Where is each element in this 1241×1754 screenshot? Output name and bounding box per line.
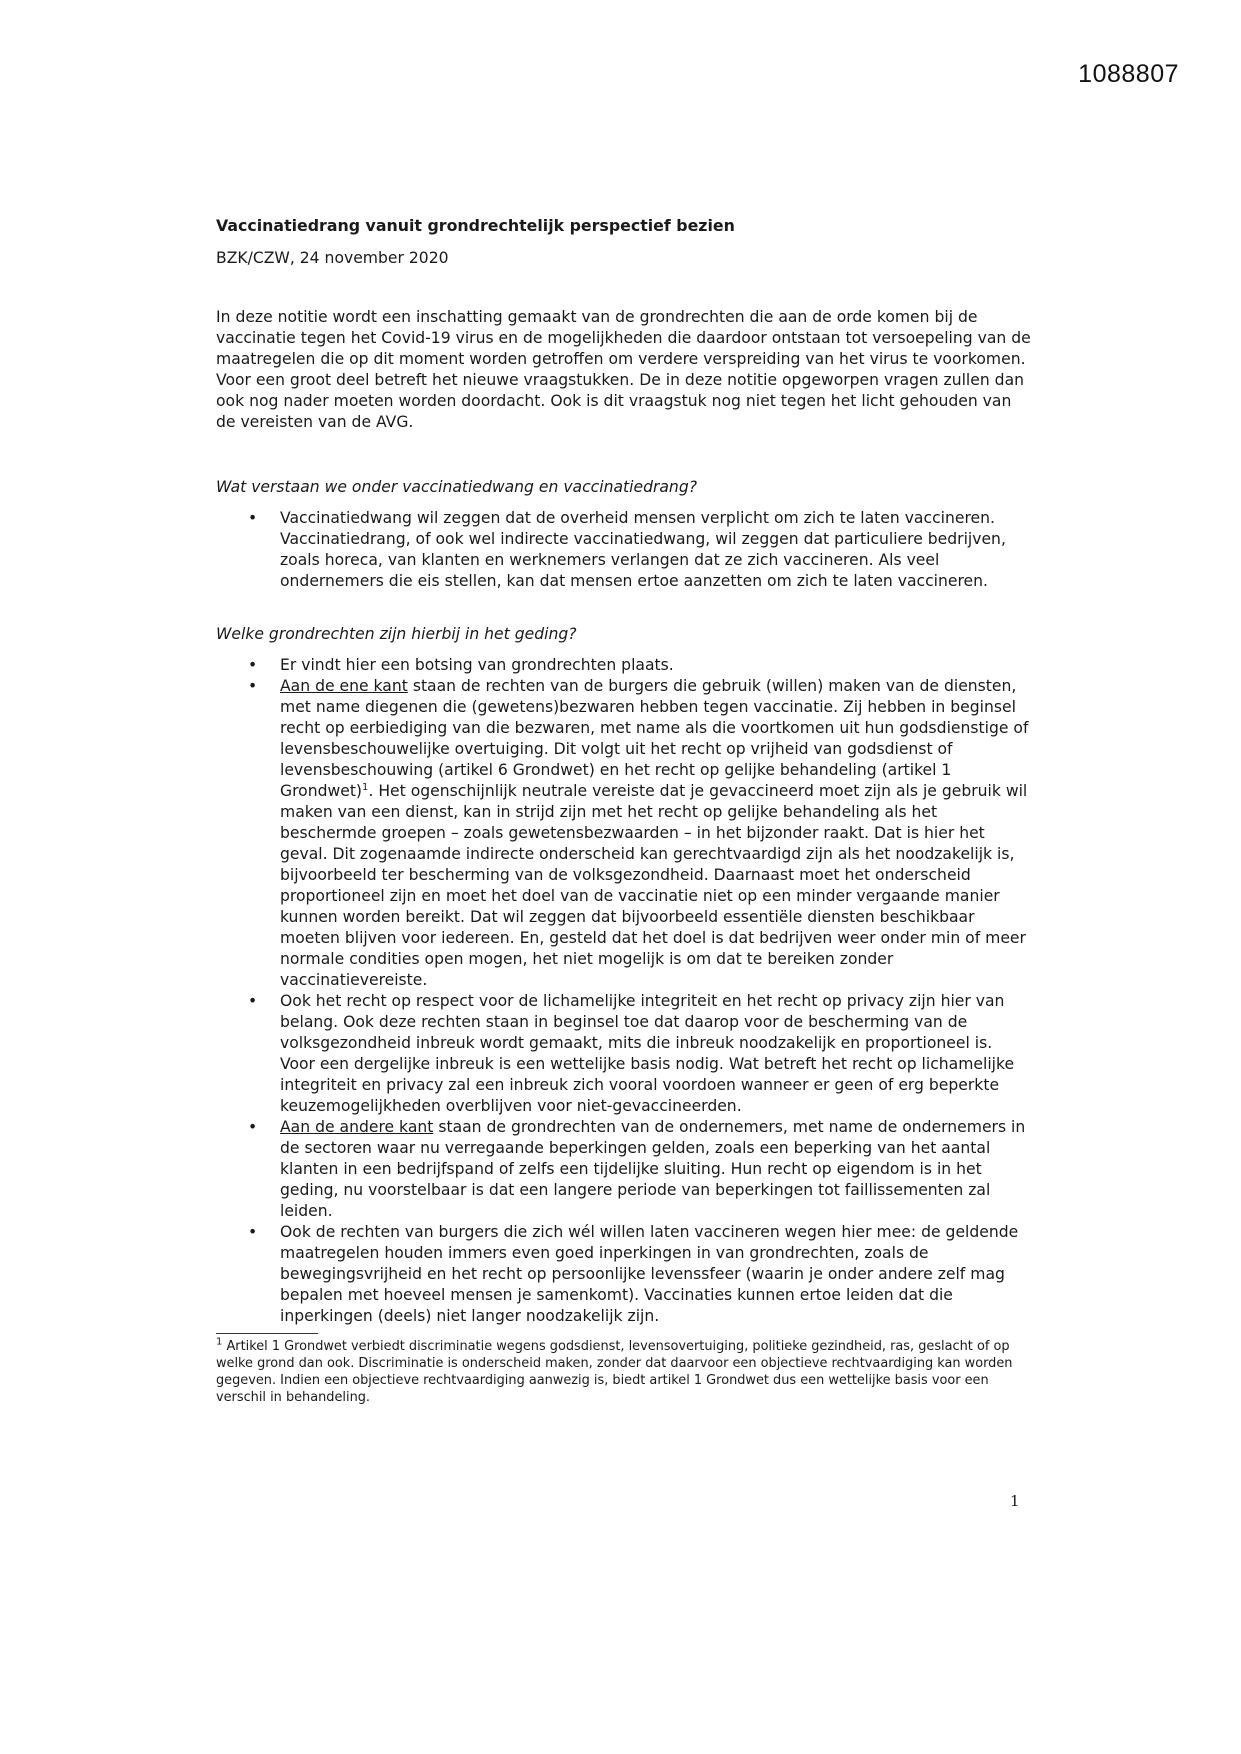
list-item-text: Vaccinatiedwang wil zeggen dat de overheid mensen verplicht om zich te laten vaccineren. Vaccinatiedrang, of ook wel indirecte vaccinatiedwang, wil zeggen dat particuliere bedrijven, zoals horeca, van klanten en werknemers verlangen dat ze zich vaccineren. Als veel ondernemers die eis stellen, kan dat mensen ertoe aanzetten om zich te laten vaccineren. — [280, 509, 1006, 590]
list-item-text: staan de grondrechten van de ondernemers, met name de ondernemers in de sectoren waar nu verregaande beperkingen gelden, zoals een beperking van het aantal klanten in een bedrijfspand of zelfs een tijdelijke sluiting. Hun recht op eigendom is in het geding, nu voorstelbaar is dat een langere periode van beperkingen tot faillissementen zal leiden. — [280, 1118, 1026, 1220]
list-item — [216, 508, 1032, 592]
list-item — [216, 991, 1032, 1117]
footnote-reference: 1 — [362, 781, 369, 793]
bullet-icon: • — [248, 1118, 258, 1136]
bullet-icon: • — [248, 677, 258, 695]
list-item-text: staan de rechten van de burgers die gebruik (willen) maken van de diensten, met name diegenen die (gewetens)bezwaren hebben tegen vaccinatie. Zij hebben in beginsel recht op eerbiediging van die bezwaren, met name als die voortkomen uit hun godsdienstige of levensbeschouwelijke overtuiging. Dit volgt uit het recht op vrijheid van godsdienst of levensbeschouwing (artikel 6 Grondwet) en het recht op gelijke behandeling (artikel 1 Grondwet) — [280, 677, 1029, 800]
footnote-marker: 1 — [216, 1336, 223, 1348]
intro-paragraph: In deze notitie wordt een inschatting gemaakt van de grondrechten die aan de orde komen bij de vaccinatie tegen het Covid-19 virus en de mogelijkheden die daardoor ontstaan tot versoepeling van de maatregelen die op dit moment worden getroffen om verdere verspreiding van het virus te voorkomen. Voor een groot deel betreft het nieuwe vraagstukken. De in deze notitie opgeworpen vragen zullen dan ook nog nader moeten worden doordacht. Ook is dit vraagstuk nog niet tegen het licht gehouden van de vereisten van de AVG. — [216, 308, 1031, 431]
footnote-text: Artikel 1 Grondwet verbiedt discriminatie wegens godsdienst, levensovertuiging, politieke gezindheid, ras, geslacht of op welke grond dan ook. Discriminatie is onderscheid maken, zonder dat daarvoor een objectieve rechtvaardiging kan worden gegeven. Indien een objectieve rechtvaardiging aanwezig is, biedt artikel 1 Grondwet dus een wettelijke basis voor een verschil in behandeling. — [216, 1339, 1013, 1405]
list-item — [216, 655, 1032, 676]
bullet-icon: • — [248, 992, 258, 1010]
list-item — [216, 1222, 1032, 1327]
document-title: Vaccinatiedrang vanuit grondrechtelijk perspectief bezien — [216, 216, 735, 235]
document-page — [216, 215, 1032, 1406]
list-item-text: Ook het recht op respect voor de lichamelijke integriteit en het recht op privacy zijn hier van belang. Ook deze rechten staan in beginsel toe dat daarop voor de bescherming van de volksgezondheid inbreuk wordt gemaakt, mits die inbreuk noodzakelijk en proportioneel is. Voor een dergelijke inbreuk is een wettelijke basis nodig. Wat betreft het recht op lichamelijke integriteit en privacy zal een inbreuk zich vooral voordoen wanneer er geen of erg beperkte keuzemogelijkheden overblijven voor niet-gevaccineerden. — [280, 992, 1015, 1115]
bullet-icon: • — [248, 1223, 258, 1241]
document-id: 1088807 — [1078, 60, 1179, 88]
section-heading-rights: Welke grondrechten zijn hierbij in het geding? — [216, 625, 577, 643]
list-item-text: Er vindt hier een botsing van grondrechten plaats. — [280, 656, 674, 674]
list-item — [216, 676, 1032, 991]
list-item-text: Ook de rechten van burgers die zich wél willen laten vaccineren wegen hier mee: de geldende maatregelen houden immers even goed inperkingen in van grondrechten, zoals de bewegingsvrijheid en het recht op persoonlijke levenssfeer (waarin je onder andere zelf mag bepalen met hoeveel mensen je samenkomt). Vaccinaties kunnen ertoe leiden dat die inperkingen (deels) niet langer noodzakelijk zijn. — [280, 1223, 1019, 1325]
bullet-icon: • — [248, 509, 258, 527]
bullet-icon: • — [248, 656, 258, 674]
list-item-text: . Het ogenschijnlijk neutrale vereiste dat je gevaccineerd moet zijn als je gebruik wil maken van een dienst, kan in strijd zijn met het recht op gelijke behandeling als het beschermde groepen – zoals gewetensbezwaarden – in het bijzonder raakt. Dat is hier het geval. Dit zogenaamde indirecte onderscheid kan gerechtvaardigd zijn als het noodzakelijk is, bijvoorbeeld ter bescherming van de volksgezondheid. Daarnaast moet het onderscheid proportioneel zijn en moet het doel van de vaccinatie niet op een minder vergaande manier kunnen worden bereikt. Dat wil zeggen dat bijvoorbeeld essentiële diensten beschikbaar moeten blijven voor iedereen. En, gesteld dat het doel is dat bedrijven weer onder min of meer normale condities open mogen, het niet mogelijk is om dat te bereiken zonder vaccinatievereiste. — [280, 782, 1028, 989]
page-number: 1 — [1010, 1492, 1020, 1510]
rights-list — [216, 655, 1032, 1327]
list-item — [216, 1117, 1032, 1222]
emphasis-lead-other-side: Aan de andere kant — [280, 1118, 434, 1136]
document-subtitle: BZK/CZW, 24 november 2020 — [216, 249, 449, 267]
footnote-divider — [216, 1333, 318, 1334]
definitions-list — [216, 508, 1032, 592]
section-heading-definitions: Wat verstaan we onder vaccinatiedwang en vaccinatiedrang? — [216, 478, 697, 496]
emphasis-lead-one-side: Aan de ene kant — [280, 677, 408, 695]
footnote — [216, 1338, 1032, 1406]
